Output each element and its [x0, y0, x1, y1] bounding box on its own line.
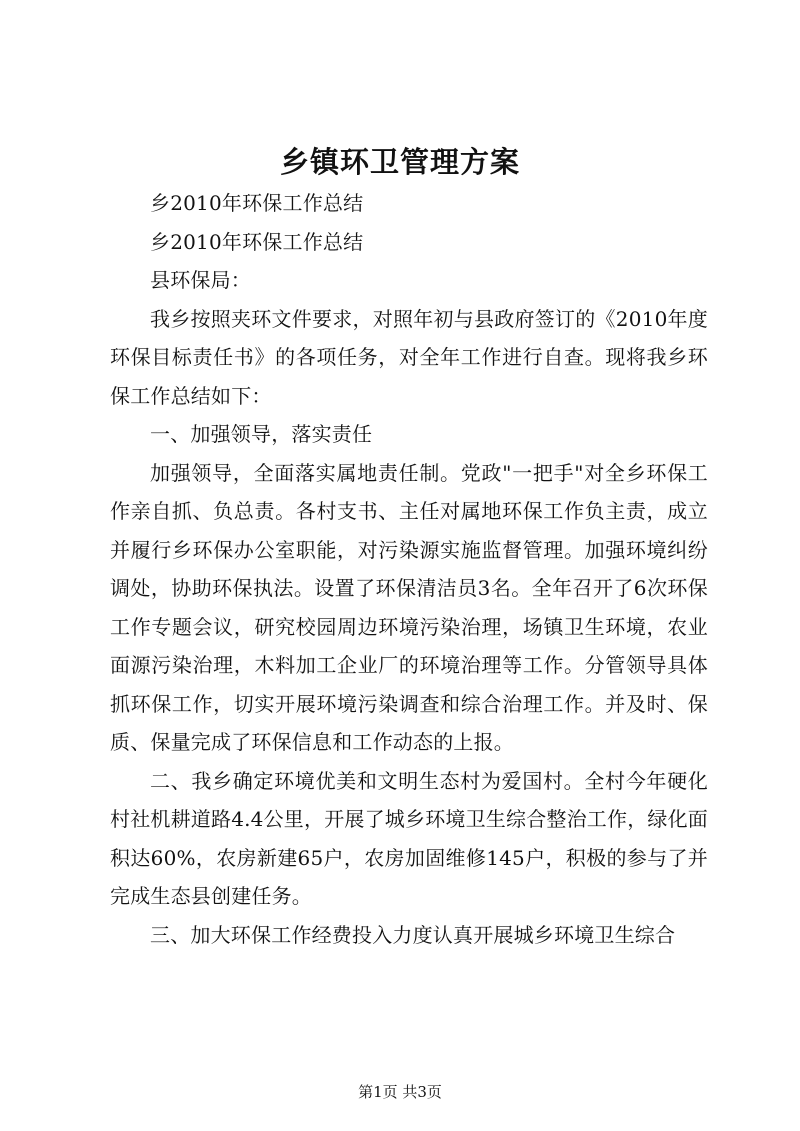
page-footer: 第1页 共3页	[358, 1083, 442, 1101]
paragraph-section-1: 加强领导，全面落实属地责任制。党政"一把手"对全乡环保工作亲自抓、负总责。各村支书、主任对属地环保工作负主责，成立并履行乡环保办公室职能，对污染源实施监督管理。加强环境纠纷调处，协助环保执法。设置了环保清洁员3名。全年召开了6次环保工作专题会议，研究校园周边环境污染治理，场镇卫生环境，农业面源污染治理，木料加工企业厂的环境治理等工作。分管领导具体抓环保工作，切实开展环境污染调查和综合治理工作。并及时、保质、保量完成了环保信息和工作动态的上报。	[110, 460, 708, 754]
paragraph-subtitle-2: 乡2010年环保工作总结	[150, 229, 364, 254]
section-heading-1: 一、加强领导，落实责任	[150, 422, 373, 446]
document-title: 乡镇环卫管理方案	[279, 145, 520, 179]
paragraph-intro: 我乡按照夹环文件要求，对照年初与县政府签订的《2010年度环保目标责任书》的各项任务，对全年工作进行自查。现将我乡环保工作总结如下：	[110, 306, 708, 408]
document-body	[110, 184, 708, 954]
paragraph-section-3: 三、加大环保工作经费投入力度认真开展城乡环境卫生综合	[150, 922, 676, 947]
paragraph-section-2: 二、我乡确定环境优美和文明生态村为爱国村。全村今年硬化村社机耕道路4.4公里，开展了城乡环境卫生综合整治工作，绿化面积达60%，农房新建65户，农房加固维修145户，积极的参与了并完成生态县创建任务。	[110, 768, 709, 908]
paragraph-addressee: 县环保局：	[150, 268, 251, 292]
paragraph-subtitle-1: 乡2010年环保工作总结	[150, 191, 364, 215]
